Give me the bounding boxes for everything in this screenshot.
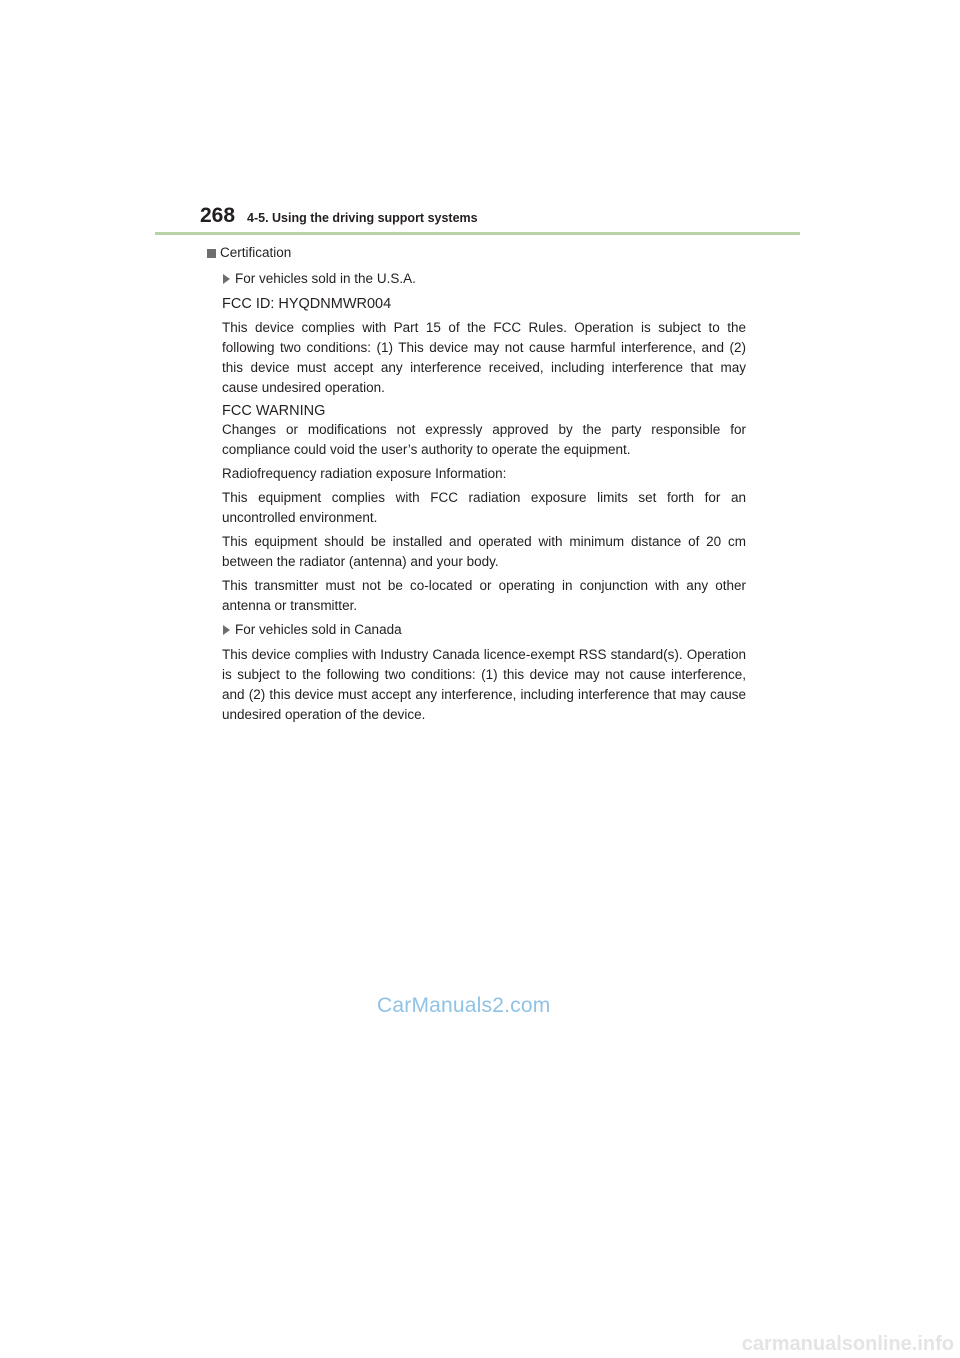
triangle-bullet-icon: [223, 274, 230, 284]
triangle-bullet-icon: [223, 625, 230, 635]
watermark-center: CarManuals2.com: [377, 994, 551, 1017]
canada-compliance-paragraph: This device complies with Industry Canada licence-exempt RSS standard(s). Operation is subject to the following two conditions: (1) this device may not cause interference, and (2) this device must accept any interference, including interference that may cause undesired operation of the device.: [222, 647, 746, 722]
section-title: 4-5. Using the driving support systems: [247, 211, 478, 225]
header-rule: [155, 232, 800, 235]
fcc-id: FCC ID: HYQDNMWR004: [222, 296, 392, 312]
square-bullet-icon: [207, 249, 216, 258]
fcc-warning-text: Changes or modifications not expressly approved by the party responsible for compliance could void the user’s authority to operate the equipment.: [222, 422, 746, 457]
content-body: [209, 243, 746, 729]
heading-text: Certification: [220, 245, 292, 260]
radiation-limits-paragraph: This equipment complies with FCC radiation exposure limits set forth for an uncontrolled environment.: [222, 490, 746, 525]
radiation-info-heading: Radiofrequency radiation exposure Information:: [222, 466, 507, 481]
page-number: 268: [200, 204, 236, 227]
fcc-warning-block: [222, 402, 746, 460]
usa-bullet: [223, 269, 746, 289]
usa-bullet-text: For vehicles sold in the U.S.A.: [235, 271, 416, 286]
fcc-warning-title: FCC WARNING: [222, 403, 326, 419]
certification-heading: [207, 243, 746, 263]
page-header: [200, 203, 800, 233]
canada-bullet-text: For vehicles sold in Canada: [235, 622, 402, 637]
installation-distance-paragraph: This equipment should be installed and operated with minimum distance of 20 cm between the radiator (antenna) and your body.: [222, 534, 746, 569]
watermark-footer: carmanualsonline.info: [741, 1333, 954, 1355]
co-location-paragraph: This transmitter must not be co-located or operating in conjunction with any other antenna or transmitter.: [222, 578, 746, 613]
fcc-compliance-paragraph: This device complies with Part 15 of the FCC Rules. Operation is subject to the following two conditions: (1) This device may not cause harmful interference, and (2) this device must accept any interference received, including interference that may cause undesired operation.: [222, 320, 746, 395]
canada-bullet: [223, 620, 746, 640]
